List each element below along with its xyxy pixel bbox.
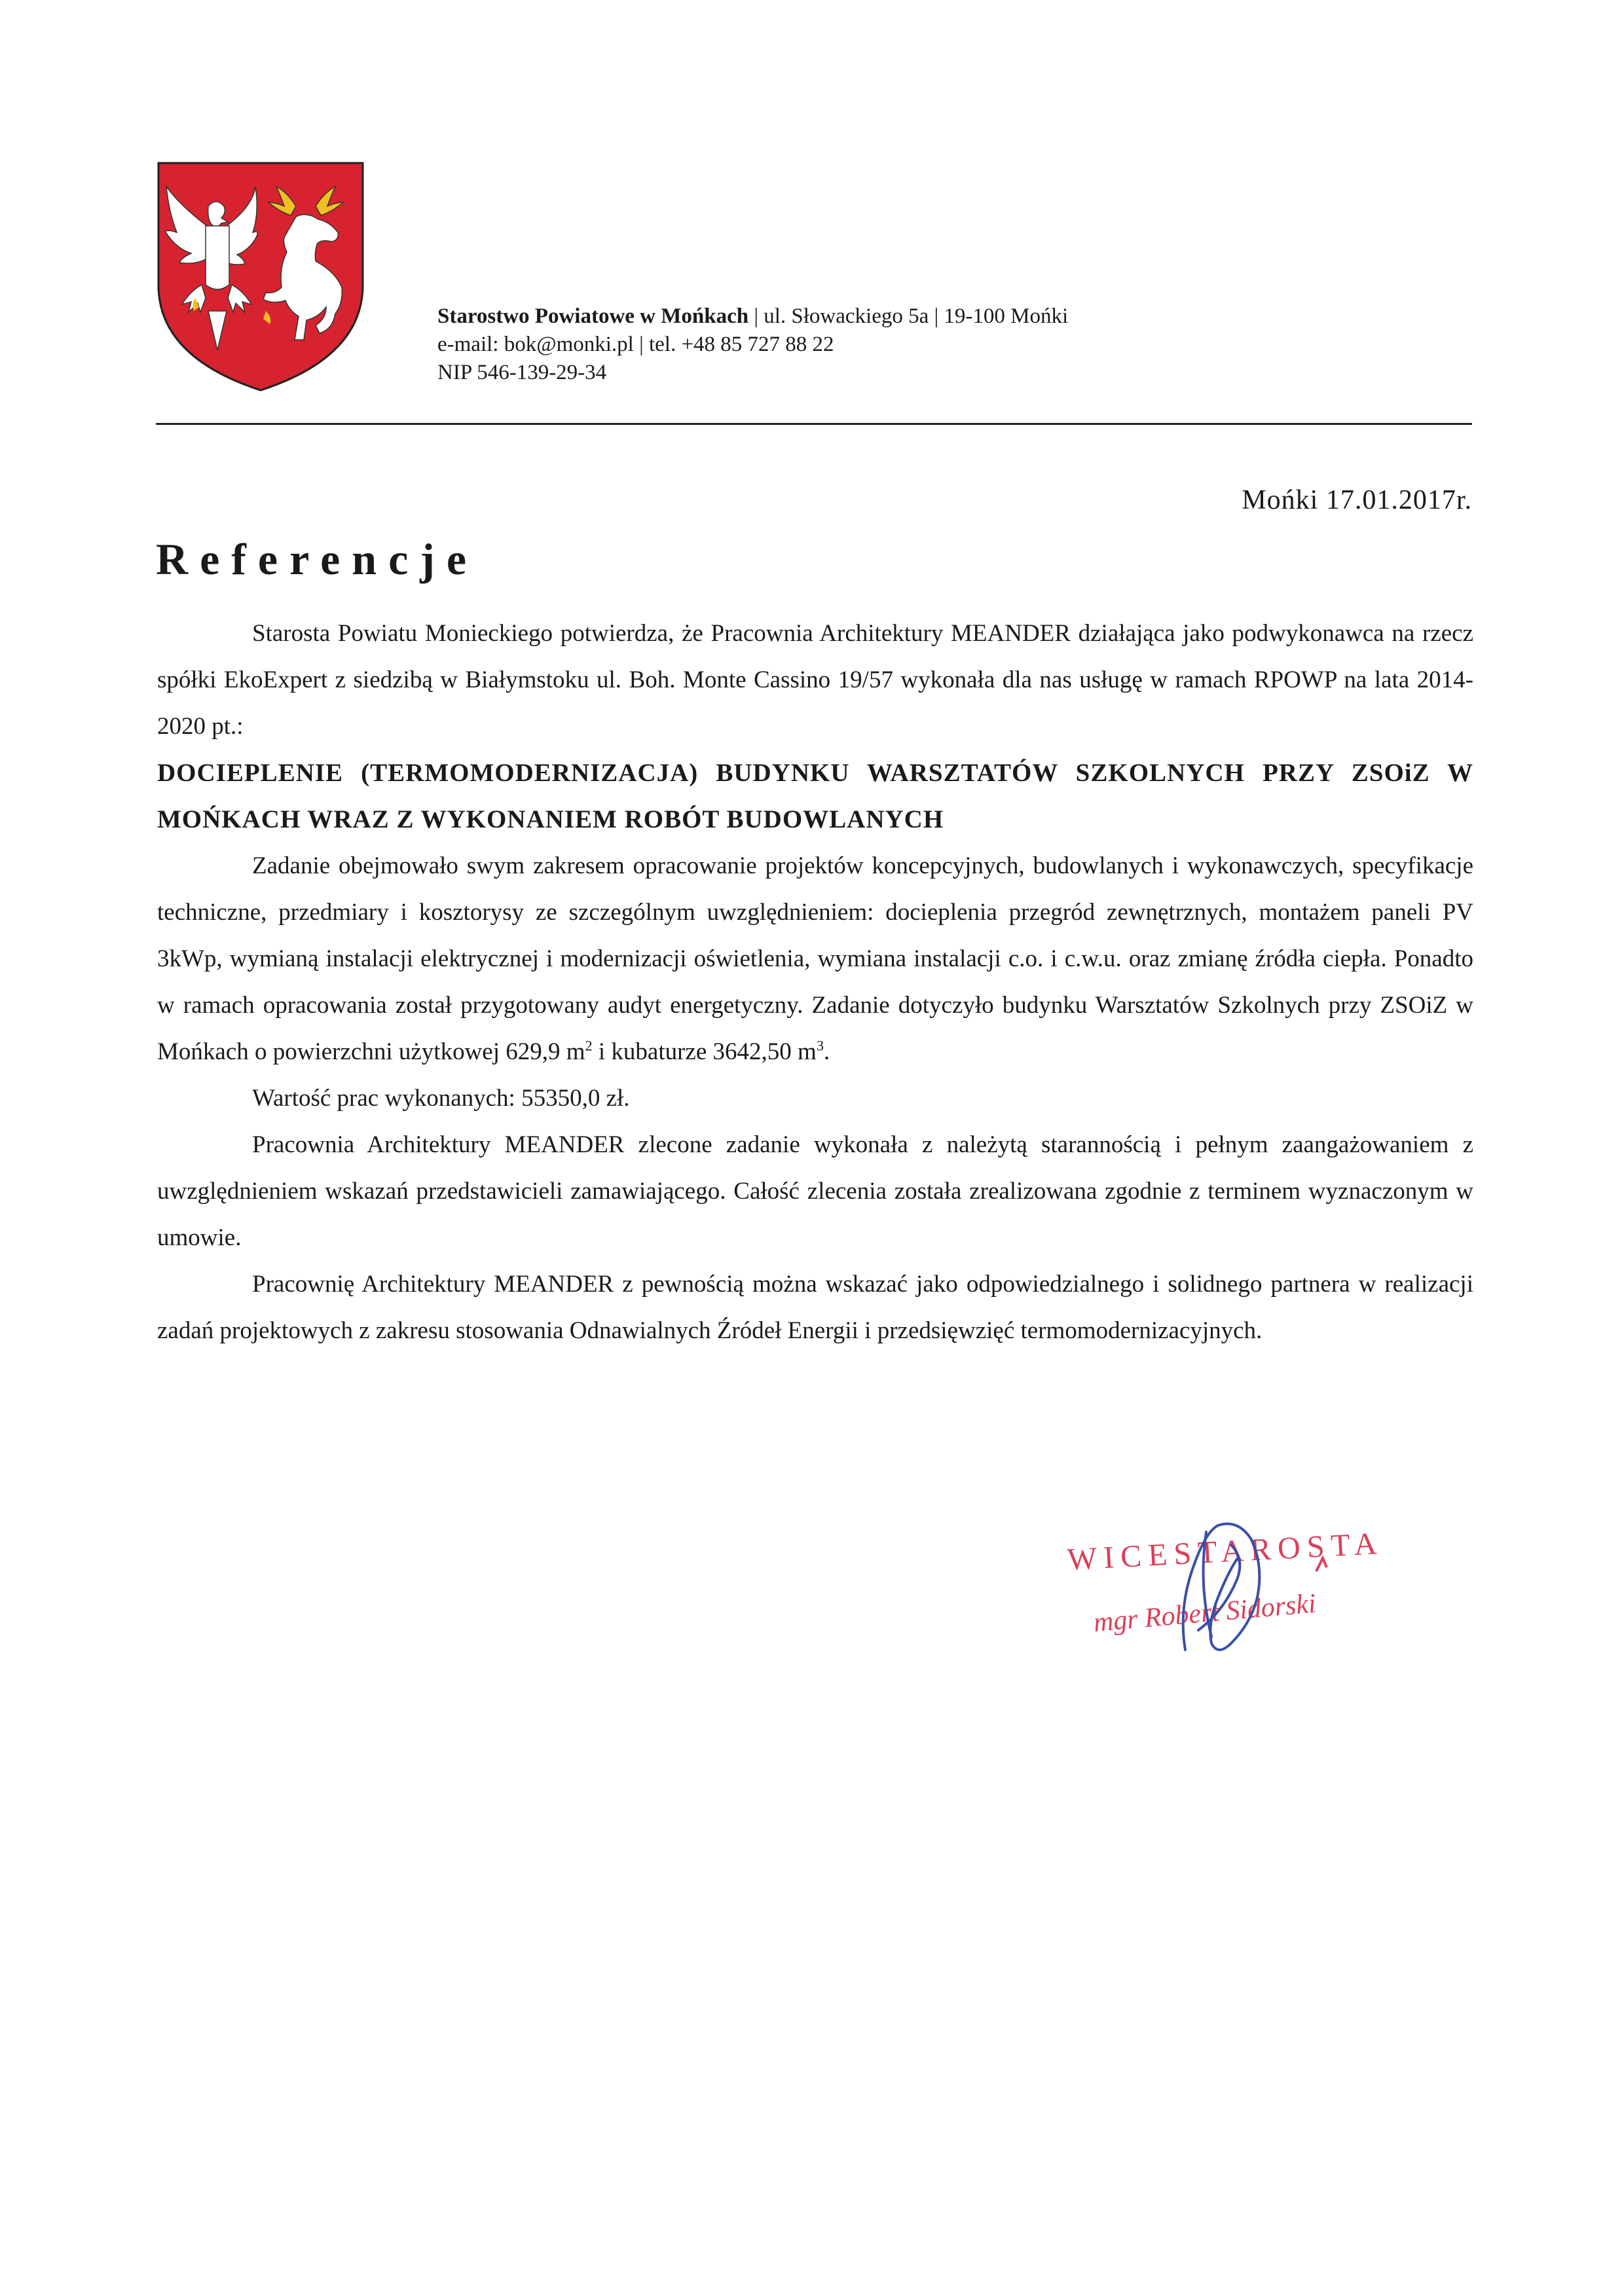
institution-address: | ul. Słowackiego 5a | 19-100 Mońki <box>748 304 1069 328</box>
stamp-name: mgr Robert Sidorski <box>1092 1588 1318 1638</box>
handwritten-signature-icon <box>1067 1486 1473 1683</box>
area-unit-superscript: 2 <box>585 1037 593 1054</box>
paragraph-scope-end: . <box>823 1038 830 1065</box>
institution-nip: NIP 546-139-29-34 <box>437 361 607 384</box>
header-divider <box>156 423 1472 425</box>
paragraph-scope-text: Zadanie obejmowało swym zakresem opracowanie projektów koncepcyjnych, budowlanych i wykonawczych, specyfikacje techniczne, przedmiary i kosztorysy ze szczególnym uwzględnieniem: docieplenia przegród zewnętrznych, montażem paneli PV 3kWp, wymianą instalacji elektrycznej i modernizacji oświetlenia, wymiana instalacji c.o. i c.w.u. oraz zmianę źródła ciepła. Ponadto w ramach opracowania został przygotowany audyt energetyczny. Zadanie dotyczyło budynku Warsztatów Szkolnych przy ZSOiZ w Mońkach o powierzchni użytkowej 629,9 m <box>157 852 1473 1065</box>
institution-contact: e-mail: bok@monki.pl | tel. +48 85 727 88 22 <box>437 333 834 356</box>
letter-heading: Referencje <box>156 534 479 584</box>
institution-name: Starostwo Powiatowe w Mońkach <box>437 304 749 328</box>
paragraph-scope-volume: i kubaturze 3642,50 m <box>592 1038 817 1065</box>
paragraph-scope <box>157 843 1473 1075</box>
paragraph-recommendation: Pracownię Architektury MEANDER z pewnością można wskazać jako odpowiedzialnego i solidnego partnera w realizacji zadań projektowych z zakresu stosowania Odnawialnych Źródeł Energii i przedsięwzięć termomodernizacyjnych. <box>157 1271 1473 1344</box>
letter-date: Mońki 17.01.2017r. <box>1242 485 1472 515</box>
institution-header <box>437 302 1068 387</box>
paragraph-quality: Pracownia Architektury MEANDER zlecone zadanie wykonała z należytą starannością i pełnym zaangażowaniem z uwzględnieniem wskazań przedstawicieli zamawiającego. Całość zlecenia została zrealizowana zgodnie z terminem wyznaczonym w umowie. <box>157 1131 1473 1251</box>
paragraph-value: Wartość prac wykonanych: 55350,0 zł. <box>252 1085 630 1112</box>
coat-of-arms-icon <box>156 160 365 393</box>
volume-unit-superscript: 3 <box>816 1037 824 1054</box>
paragraph-intro: Starosta Powiatu Monieckiego potwierdza, że Pracownia Architektury MEANDER działająca jako podwykonawca na rzecz spółki EkoExpert z siedzibą w Białymstoku ul. Boh. Monte Cassino 19/57 wykonała dla nas usługę w ramach RPOWP na lata 2014-2020 pt.: <box>157 620 1473 740</box>
stamp-title: WICESTAROSTA <box>1066 1525 1384 1577</box>
official-stamp <box>1067 1486 1473 1683</box>
letter-body <box>157 610 1473 1354</box>
project-title: DOCIEPLENIE (TERMOMODERNIZACJA) BUDYNKU WARSZTATÓW SZKOLNYCH PRZY ZSOiZ W MOŃKACH WRAZ Z WYKONANIEM ROBÓT BUDOWLANYCH <box>157 759 1473 833</box>
